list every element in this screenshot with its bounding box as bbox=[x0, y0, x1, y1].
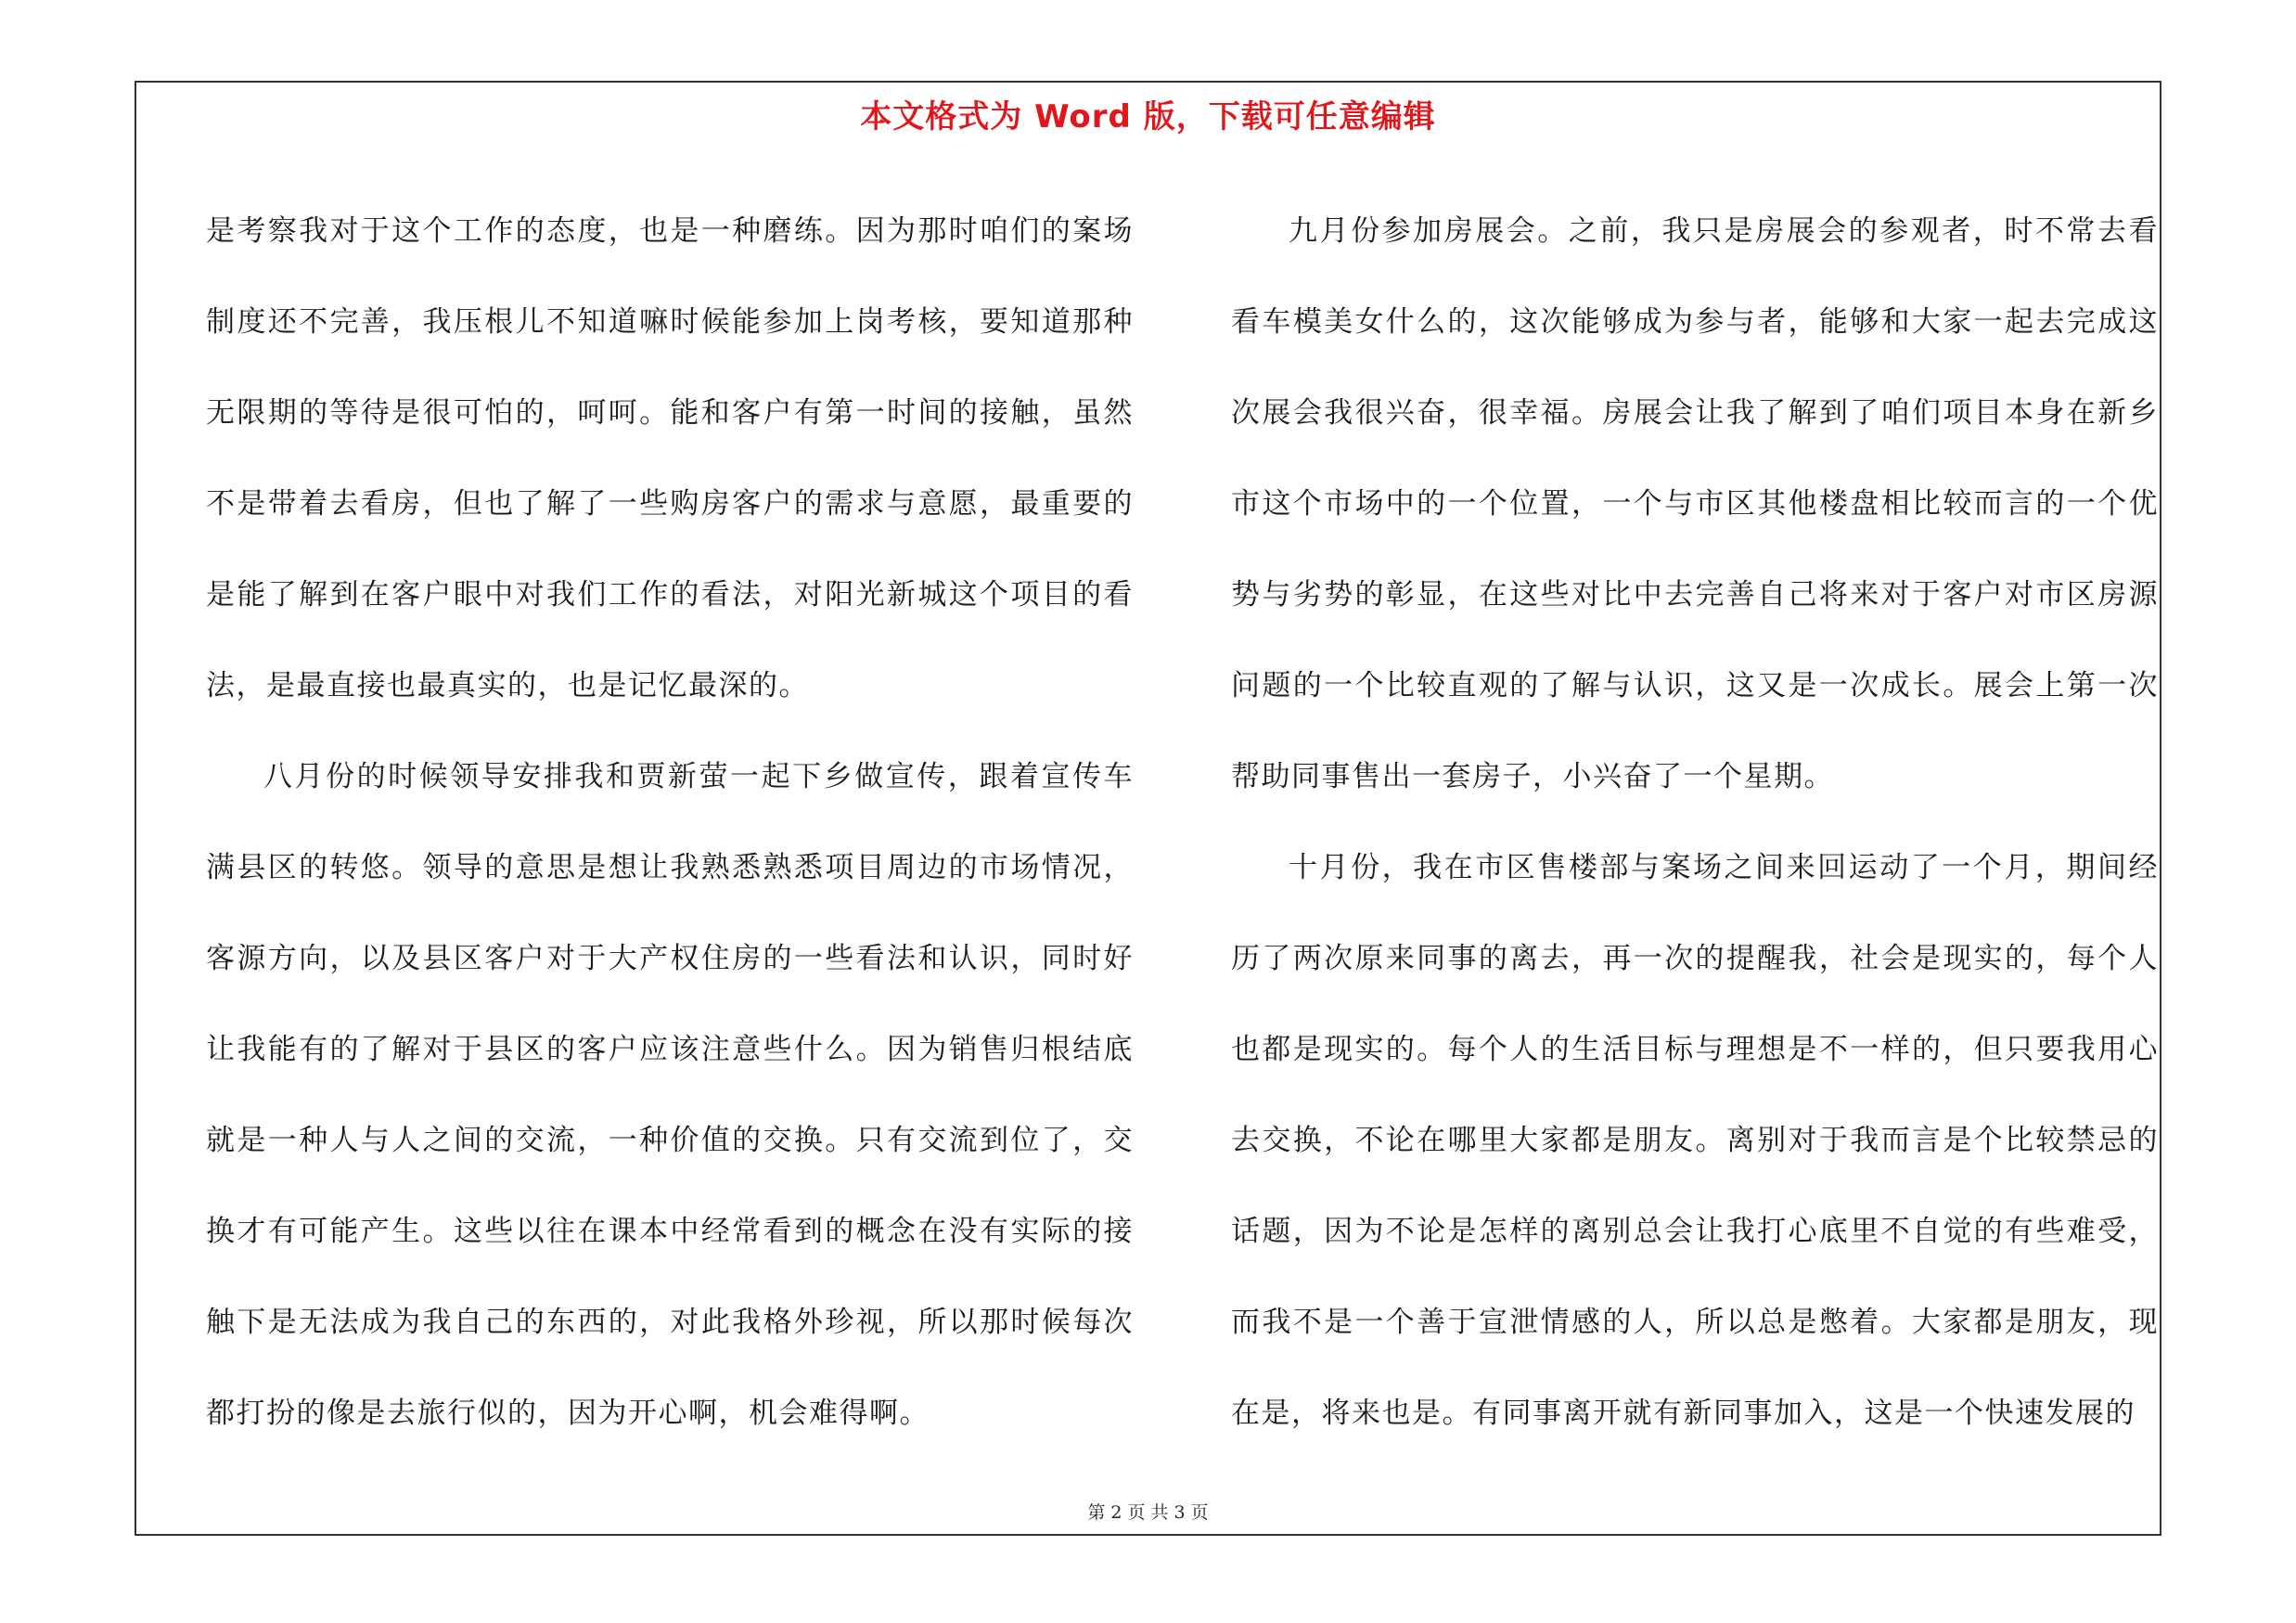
format-banner: 本文格式为 Word 版，下载可任意编辑 bbox=[860, 98, 1436, 135]
left-column bbox=[206, 186, 1134, 1459]
page-number-footer: 第 2 页 共 3 页 bbox=[1087, 1502, 1209, 1523]
paragraph: 是考察我对于这个工作的态度，也是一种磨练。因为那时咱们的案场制度还不完善，我压根儿不知道嘛时候能参加上岗考核，要知道那种无限期的等待是很可怕的，呵呵。能和客户有第一时间的接触，虽然不是带着去看房，但也了解了一些购房客户的需求与意愿，最重要的是能了解到在客户眼中对我们工作的看法，对阳光新城这个项目的看法，是最直接也最真实的，也是记忆最深的。 bbox=[206, 214, 1134, 702]
right-column bbox=[1231, 186, 2159, 1459]
paragraph: 八月份的时候领导安排我和贾新萤一起下乡做宣传，跟着宣传车满县区的转悠。领导的意思是想让我熟悉熟悉项目周边的市场情况，客源方向，以及县区客户对于大产权住房的一些看法和认识，同时好让我能有的了解对于县区的客户应该注意些什么。因为销售归根结底就是一种人与人之间的交流，一种价值的交换。只有交流到位了，交换才有可能产生。这些以往在课本中经常看到的概念在没有实际的接触下是无法成为我自己的东西的，对此我格外珍视，所以那时候每次都打扮的像是去旅行似的，因为开心啊，机会难得啊。 bbox=[206, 760, 1134, 1430]
paragraph: 九月份参加房展会。之前，我只是房展会的参观者，时不常去看看车模美女什么的，这次能够成为参与者，能够和大家一起去完成这次展会我很兴奋，很幸福。房展会让我了解到了咱们项目本身在新乡市这个市场中的一个位置，一个与市区其他楼盘相比较而言的一个优势与劣势的彰显，在这些对比中去完善自己将来对于客户对市区房源问题的一个比较直观的了解与认识，这又是一次成长。展会上第一次帮助同事售出一套房子，小兴奋了一个星期。 bbox=[1231, 214, 2159, 793]
paragraph: 十月份，我在市区售楼部与案场之间来回运动了一个月，期间经历了两次原来同事的离去，再一次的提醒我，社会是现实的，每个人也都是现实的。每个人的生活目标与理想是不一样的，但只要我用心去交换，不论在哪里大家都是朋友。离别对于我而言是个比较禁忌的话题，因为不论是怎样的离别总会让我打心底里不自觉的有些难受，而我不是一个善于宣泄情感的人，所以总是憋着。大家都是朋友，现在是，将来也是。有同事离开就有新同事加入，这是一个快速发展的 bbox=[1231, 851, 2159, 1430]
